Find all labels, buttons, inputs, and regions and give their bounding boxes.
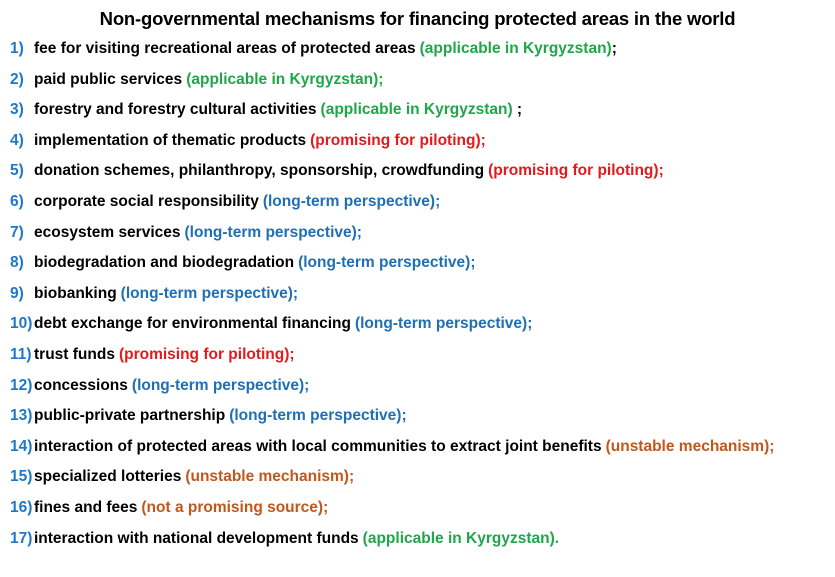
item-text: fee for visiting recreational areas of protected areas	[34, 40, 416, 57]
item-text: debt exchange for environmental financing	[34, 315, 351, 333]
item-text: implementation of thematic products	[34, 131, 307, 149]
list-item	[10, 315, 830, 346]
list-item	[10, 438, 830, 469]
item-text: concessions	[34, 376, 128, 394]
item-status: (long-term perspective);	[354, 315, 533, 333]
item-number: 14)	[10, 437, 33, 455]
item-punctuation: ;	[611, 40, 617, 57]
item-status: (long-term perspective);	[262, 192, 441, 210]
list-item	[10, 193, 830, 224]
mechanism-list	[10, 40, 830, 560]
item-number: 12)	[10, 376, 33, 394]
item-number: 2)	[10, 70, 24, 88]
item-status: (applicable in Kyrgyzstan).	[362, 529, 560, 547]
item-status: (unstable mechanism);	[605, 437, 775, 455]
item-number: 13)	[10, 407, 33, 425]
item-punctuation: ;	[512, 101, 523, 119]
item-status: (applicable in Kyrgyzstan)	[419, 40, 612, 57]
list-item	[10, 71, 830, 102]
item-status: (applicable in Kyrgyzstan);	[186, 70, 384, 88]
item-text: trust funds	[34, 345, 115, 363]
list-item	[10, 530, 830, 561]
list-item	[10, 499, 830, 530]
item-text: corporate social responsibility	[34, 192, 259, 210]
item-number: 8)	[10, 254, 24, 272]
item-text: specialized lotteries	[34, 468, 182, 486]
item-status: (unstable mechanism);	[185, 468, 355, 486]
item-text: interaction of protected areas with local communities to extract joint benefits	[34, 437, 602, 455]
item-number: 7)	[10, 223, 24, 241]
item-text: biobanking	[34, 284, 117, 302]
item-status: (not a promising source);	[141, 498, 329, 516]
item-number: 10)	[10, 315, 33, 333]
list-item	[10, 346, 830, 377]
item-number: 4)	[10, 131, 24, 149]
list-item	[10, 468, 830, 499]
item-status: (applicable in Kyrgyzstan)	[320, 101, 513, 119]
item-number: 15)	[10, 468, 33, 486]
item-number: 11)	[10, 345, 32, 363]
item-status: (promising for piloting);	[310, 131, 486, 149]
item-text: public-private partnership	[34, 407, 226, 425]
list-item	[10, 407, 830, 438]
item-number: 16)	[10, 498, 33, 516]
item-text: forestry and forestry cultural activities	[34, 101, 317, 119]
item-text: fines and fees	[34, 498, 138, 516]
item-status: (long-term perspective);	[131, 376, 310, 394]
item-number: 17)	[10, 529, 33, 547]
list-item	[10, 377, 830, 408]
page-title: Non-governmental mechanisms for financing protected areas in the world	[99, 8, 736, 29]
item-status: (promising for piloting);	[488, 162, 664, 180]
item-text: paid public services	[34, 70, 183, 88]
item-text: donation schemes, philanthropy, sponsorship, crowdfunding	[34, 162, 485, 180]
item-number: 9)	[10, 284, 24, 302]
item-text: interaction with national development funds	[34, 529, 359, 547]
list-item	[10, 254, 830, 285]
item-status: (long-term perspective);	[184, 223, 362, 241]
item-number: 1)	[10, 40, 24, 57]
item-text: ecosystem services	[34, 223, 181, 241]
item-number: 3)	[10, 101, 24, 119]
item-status: (long-term perspective);	[229, 407, 407, 425]
list-item	[10, 285, 830, 316]
list-item	[10, 132, 830, 163]
item-status: (long-term perspective);	[298, 254, 476, 272]
item-text: biodegradation and biodegradation	[34, 254, 295, 272]
list-item	[10, 162, 830, 193]
item-number: 5)	[10, 162, 24, 180]
item-number: 6)	[10, 192, 24, 210]
list-item	[10, 224, 830, 255]
list-item	[10, 40, 830, 71]
list-item	[10, 101, 830, 132]
item-status: (long-term perspective);	[120, 284, 299, 302]
item-status: (promising for piloting);	[118, 345, 295, 363]
